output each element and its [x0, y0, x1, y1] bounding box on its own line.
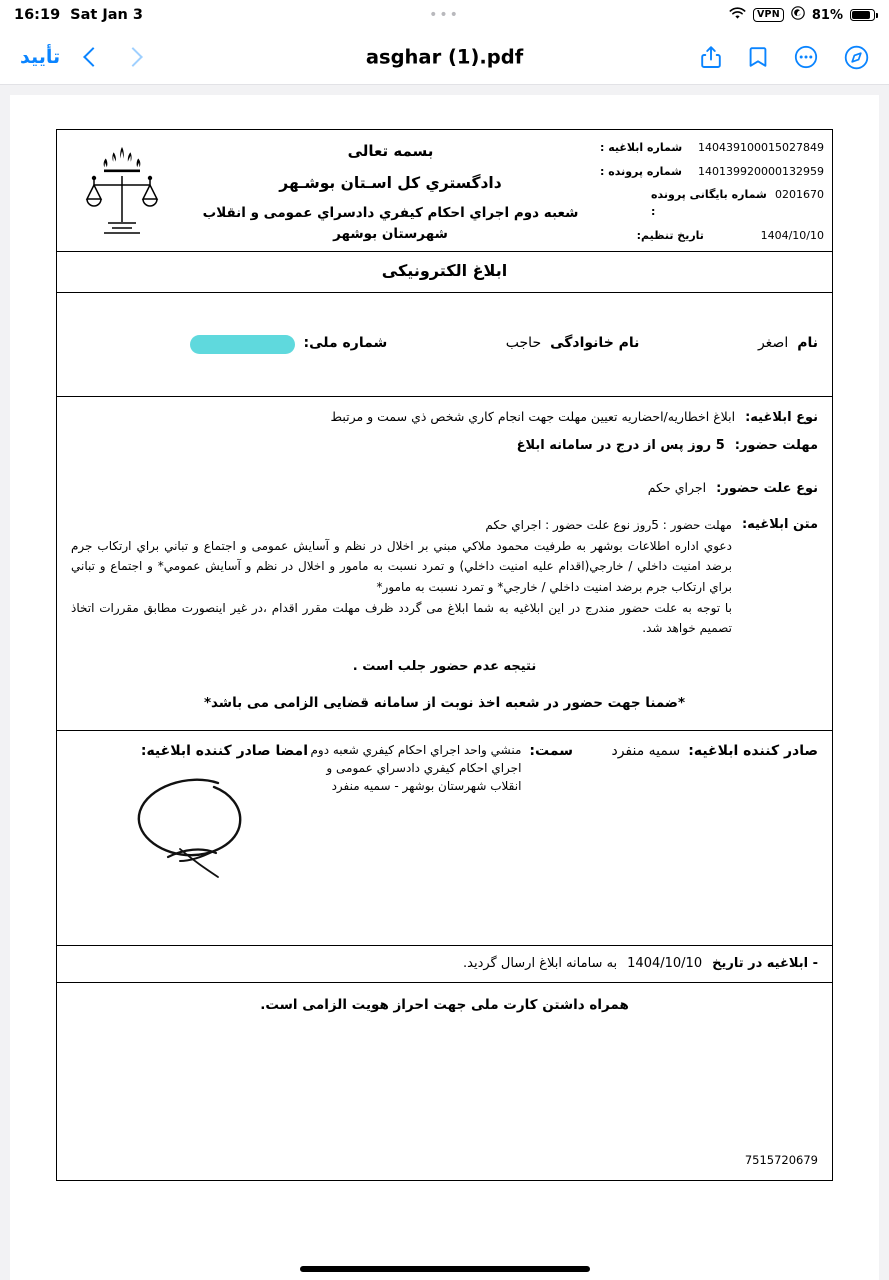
post-value: منشي واحد اجراي احکام کیفري شعبه دوم اجراي احکام کیفري دادسراي عمومی و انقلاب شهرستان بوشهر - سمیه منفرد	[310, 743, 522, 794]
notice-type-label: نوع ابلاغیه:	[745, 409, 818, 425]
signature-block	[57, 731, 832, 946]
toolbar-right-group	[700, 45, 869, 70]
done-button[interactable]: تأیید	[20, 46, 61, 68]
document-title: asghar (1).pdf	[365, 45, 524, 69]
sheet-header	[57, 130, 832, 252]
notice-body	[57, 397, 832, 731]
tail-block	[57, 1032, 832, 1180]
national-id-label: شماره ملی:	[303, 335, 388, 352]
notice-paragraph: دعوي اداره اطلاعات بوشهر به طرفیت محمود ملاکي مبني بر اخلال در نظم و آسایش عمومی و اجتماع و تباني براي ارتکاب جرم برضد امنیت داخلي / خارجي(اقدام علیه امنیت داخلي) و تمرد نسبت به مامور و اخلال در نظم و آسایش عمومي* و اجتماع و تباني براي ارتکاب جرم برضد امنیت داخلي / خارجي* و تمرد نسبت به مامور*	[71, 538, 732, 595]
chevron-left-icon[interactable]	[83, 47, 103, 67]
notice-number-label: شماره ابلاغیه :	[600, 141, 683, 154]
archive-number-value: 0201670	[775, 188, 824, 202]
notice-paragraph: با توجه به علت حضور مندرج در این ابلاغیه به شما ابلاغ می گردد ظرف مهلت مقرر اقدام ،در غیر اینصورت مطابق مقررات اتخاذ تصمیم خواهد شد.	[71, 600, 732, 636]
battery-percent: 81%	[811, 7, 843, 23]
tail-code: 7515720679	[744, 1153, 818, 1168]
pdf-toolbar	[0, 30, 889, 85]
handwritten-signature-icon	[118, 765, 308, 895]
send-row	[57, 946, 832, 983]
national-id-field	[190, 333, 388, 355]
deadline-value: 5 روز پس از درج در سامانه ابلاغ	[516, 437, 725, 453]
besmellah-text: بسمه تعالی	[347, 142, 434, 160]
footer-block	[57, 983, 832, 1180]
notice-type-value: ابلاغ اخطاریه/احضاریه تعیین مهلت جهت انجام کاري شخص ذي سمت و مرتبط	[330, 408, 736, 424]
org-line-2: شعبه دوم اجراي احکام کیفري دادسراي عمومی و انقلاب شهرستان بوشهر	[202, 205, 579, 242]
family-label: نام خانوادگی	[550, 335, 640, 352]
meta-row	[600, 163, 824, 180]
sheet-title: ابلاغ الکترونیکی	[57, 252, 832, 293]
home-indicator[interactable]	[300, 1266, 590, 1272]
notice-text-body	[71, 515, 732, 639]
reason-value: اجراي حکم	[647, 480, 707, 496]
signature-label: امضا صادر کننده ابلاغیه:	[140, 743, 308, 760]
reason-row	[71, 478, 818, 499]
pdf-page	[10, 95, 879, 1280]
issue-date-value: 1404/10/10	[760, 228, 824, 242]
status-date: Sat Jan 3	[70, 7, 144, 23]
vpn-badge: VPN	[753, 8, 784, 22]
name-field	[758, 333, 818, 355]
name-label: نام	[797, 335, 818, 352]
notice-text-label: متن ابلاغیه:	[741, 517, 818, 533]
markup-compass-icon[interactable]	[844, 45, 869, 70]
identity-row	[57, 293, 832, 397]
issue-date-label: تاریخ تنظیم:	[636, 228, 704, 242]
battery-icon	[850, 9, 875, 22]
send-suffix: به سامانه ابلاغ ارسال گردید.	[463, 956, 618, 972]
post-label: سمت:	[529, 743, 573, 760]
notice-paragraph: مهلت حضور : 5روز نوع علت حضور : اجراي حکم	[485, 518, 732, 533]
case-number-value: 140139920000132959	[698, 164, 824, 178]
case-number-label: شماره پرونده :	[600, 164, 682, 178]
queue-requirement-note: *ضمنا جهت حضور در شعبه اخذ نوبت از سامانه قضایی الزامی می باشد*	[203, 695, 686, 712]
meta-row	[600, 139, 824, 156]
org-line-1: دادگستري کل اسـتان بوشـهر	[279, 174, 502, 193]
toolbar-left-group	[20, 46, 140, 68]
notice-text-row	[71, 515, 818, 639]
archive-number-label: شماره بایگانی پرونده :	[651, 188, 767, 219]
post-field	[308, 741, 573, 935]
iran-emblem-scales-icon	[57, 130, 187, 251]
notice-number-value: 140439100015027849	[698, 141, 824, 154]
family-field	[506, 333, 640, 355]
absence-consequence-note: نتیجه عدم حضور جلب است .	[352, 658, 537, 674]
header-org-block	[187, 130, 594, 251]
meta-row	[600, 186, 824, 220]
moon-icon	[791, 6, 805, 24]
name-value: اصغر	[757, 335, 789, 352]
tail-code-line	[71, 1152, 818, 1170]
share-icon[interactable]	[700, 45, 722, 69]
id-card-note: همراه داشتن کارت ملی جهت احراز هویت الزامی است.	[260, 997, 629, 1014]
notice-type-row	[71, 407, 818, 428]
reason-label: نوع علت حضور:	[716, 481, 818, 497]
deadline-label: مهلت حضور:	[734, 437, 818, 453]
ellipsis-circle-icon[interactable]	[794, 45, 818, 69]
wifi-icon	[729, 7, 746, 24]
status-bar-right	[729, 6, 875, 24]
status-bar-left	[14, 7, 143, 23]
pdf-scroll-area[interactable]	[0, 85, 889, 1280]
issuer-value: سمیه منفرد	[611, 743, 681, 760]
redaction-highlight	[190, 335, 295, 354]
meta-row	[600, 227, 824, 244]
header-meta-list	[594, 130, 832, 251]
status-bar	[0, 0, 889, 30]
issuer-label: صادر کننده ابلاغیه:	[688, 743, 818, 760]
family-value: حاجب	[505, 335, 542, 352]
chevron-right-icon[interactable]	[123, 47, 143, 67]
send-prefix: - ابلاغیه در تاریخ	[712, 956, 818, 972]
signature-field	[71, 741, 308, 935]
deadline-row	[71, 436, 818, 456]
multitask-handle-icon[interactable]: •••	[429, 7, 460, 23]
notice-sheet	[56, 129, 833, 1181]
status-time: 16:19	[14, 7, 61, 23]
bookmark-icon[interactable]	[748, 45, 768, 69]
send-date: 1404/10/10	[627, 956, 703, 972]
issuer-field	[573, 741, 818, 935]
